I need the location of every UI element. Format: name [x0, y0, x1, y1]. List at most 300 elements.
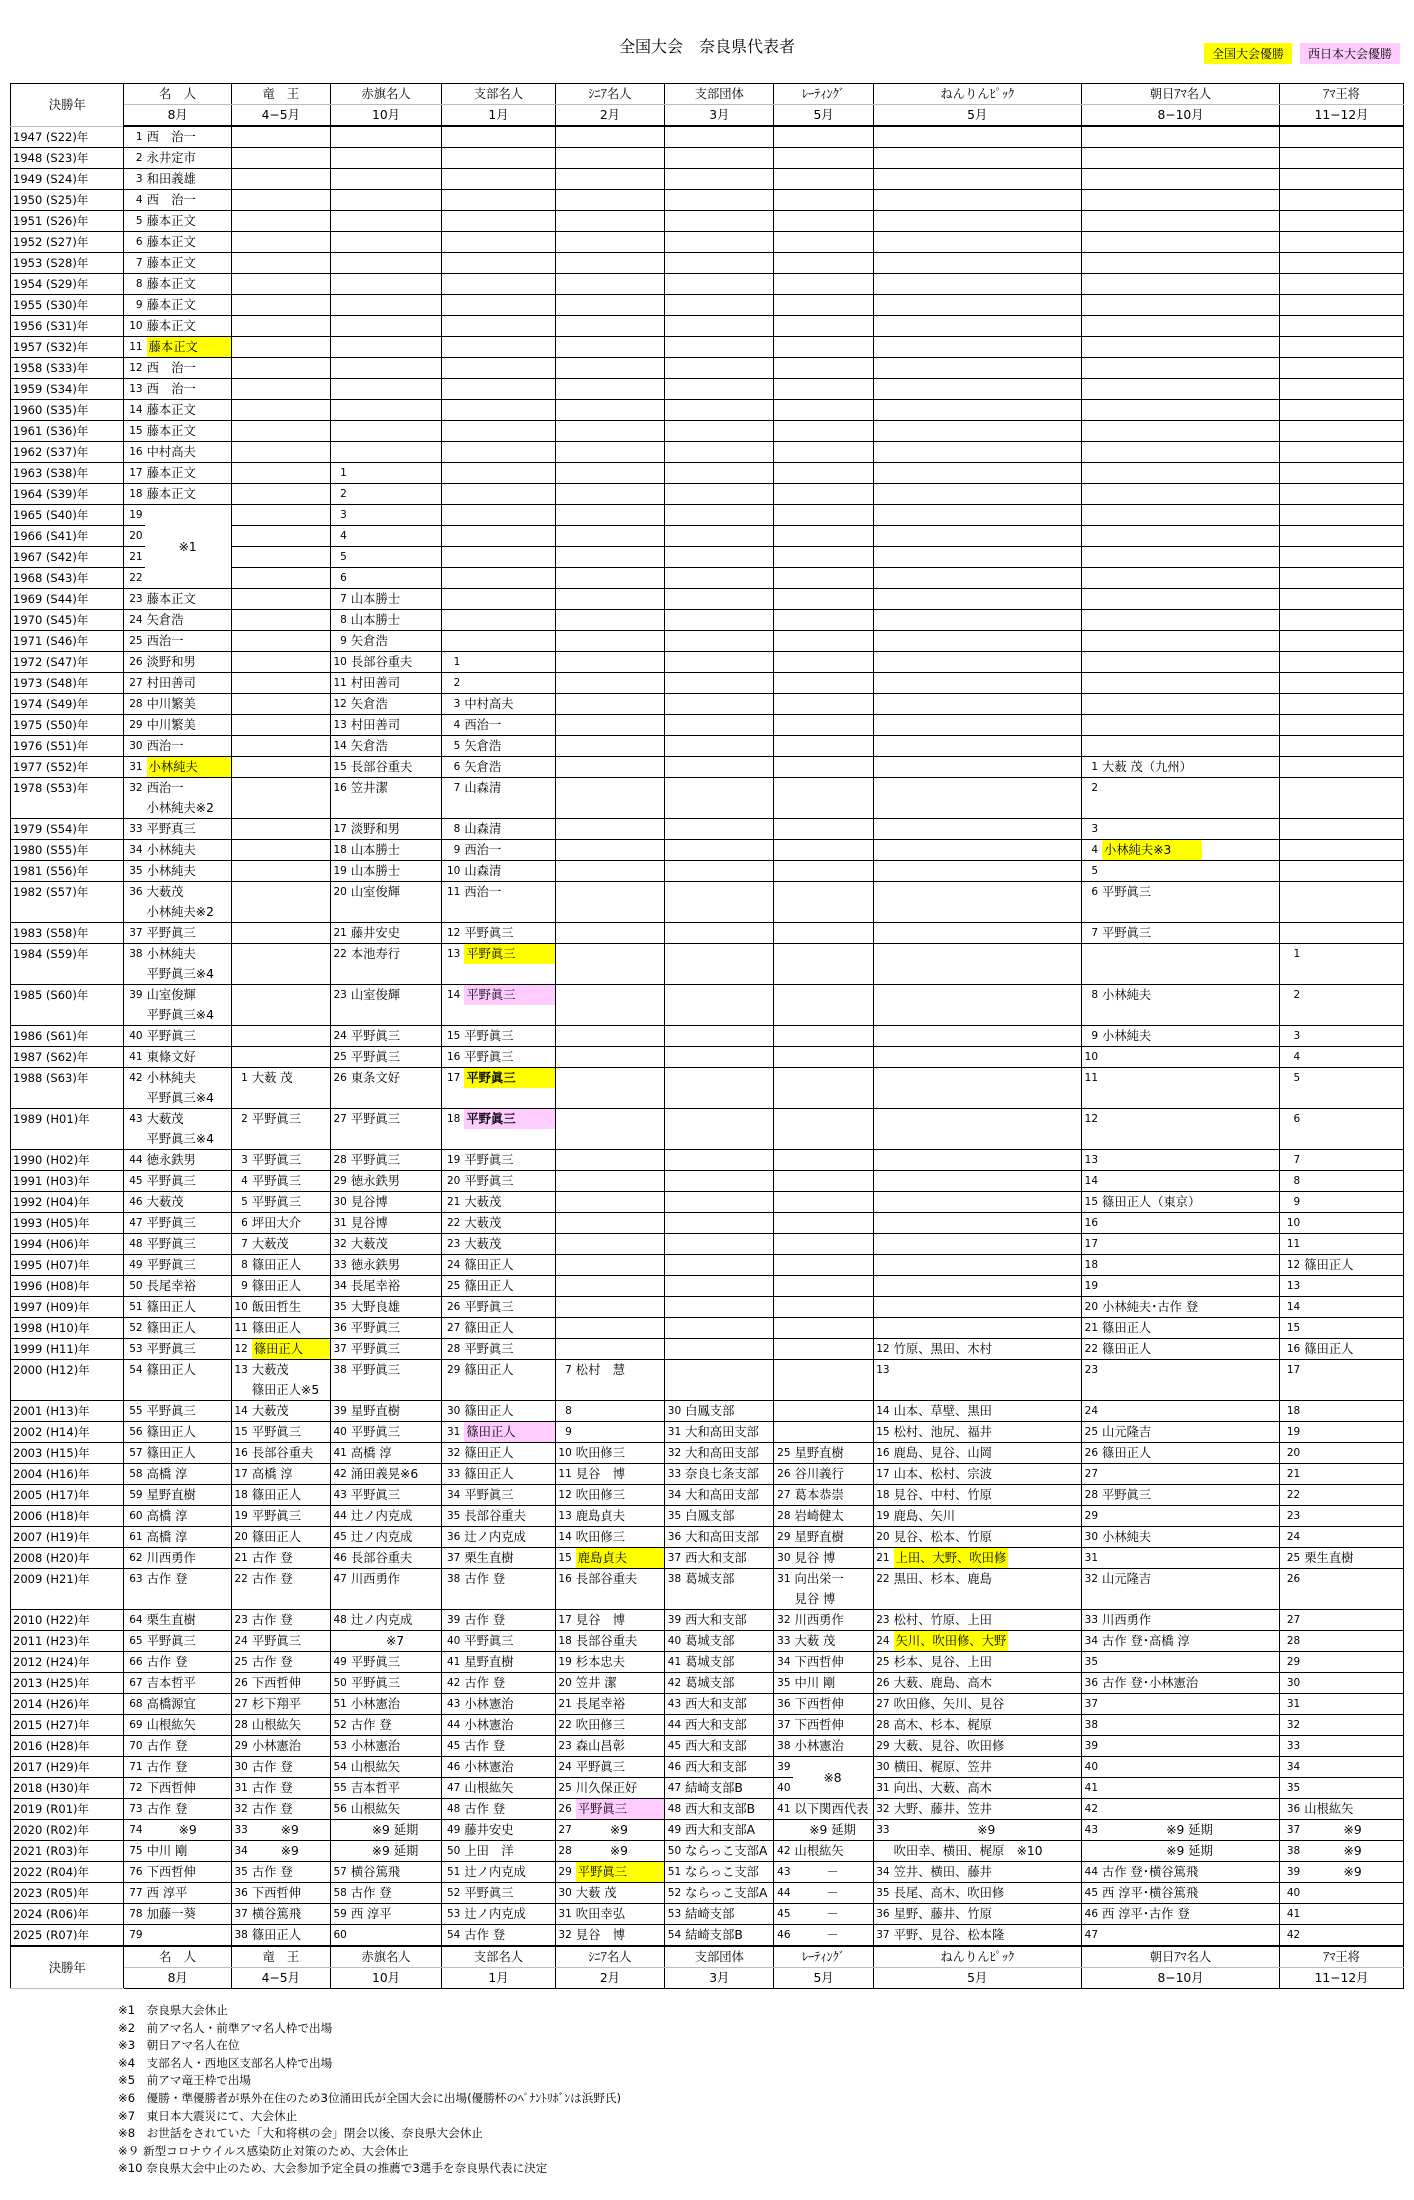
entry-number — [1280, 358, 1303, 379]
entry-value — [462, 1631, 555, 1652]
entry-number — [873, 526, 892, 547]
entry-text: 西 淳平 — [350, 1907, 392, 1921]
entry-value — [250, 1610, 330, 1631]
entry-number — [665, 757, 684, 778]
entry-value — [793, 1213, 873, 1234]
entry-value — [683, 1234, 774, 1255]
entry-number — [442, 610, 463, 631]
entry-value — [683, 1925, 774, 1947]
entry-value — [1302, 253, 1403, 274]
entry-value — [1100, 1192, 1280, 1213]
entry-number: 30 — [442, 1401, 463, 1422]
entry-line: 篠田正人※5 — [251, 1383, 320, 1397]
entry-text: 平野眞三 — [350, 1655, 401, 1669]
header-year-label: 決勝年 — [11, 84, 124, 127]
entry-text: 平野眞三 — [146, 1216, 196, 1230]
entry-value — [349, 1548, 442, 1569]
table-row — [11, 169, 1404, 190]
entry-number: 26 — [1081, 1443, 1100, 1464]
entry-number — [1280, 442, 1303, 463]
entry-value — [793, 1548, 873, 1569]
entry-text: 西 淳平 — [146, 1886, 188, 1900]
entry-number: 25 — [124, 631, 145, 652]
entry-value — [683, 819, 774, 840]
entry-value — [574, 568, 665, 589]
entry-text: 小林憲治 — [464, 1697, 514, 1711]
entry-number: 35 — [873, 1883, 892, 1904]
entry-value — [892, 1318, 1082, 1339]
entry-value — [574, 1360, 665, 1401]
entry-value — [683, 1757, 774, 1778]
entry-text: 葛城支部 — [685, 1655, 735, 1669]
entry-number: 8 — [1081, 985, 1100, 1026]
table-row — [11, 253, 1404, 274]
entry-value — [250, 589, 330, 610]
entry-number: 11 — [1280, 1234, 1303, 1255]
entry-value — [250, 1862, 330, 1883]
entry-number: 55 — [330, 1778, 349, 1799]
entry-value — [574, 400, 665, 421]
entry-number — [774, 778, 793, 819]
footer-column-name: 赤旗名人 — [330, 1946, 441, 1968]
winner-highlight: 藤本正文 — [147, 337, 232, 357]
entry-number — [231, 547, 250, 568]
entry-value — [683, 1192, 774, 1213]
entry-value — [349, 944, 442, 985]
entry-value — [793, 1485, 873, 1506]
entry-number — [774, 1171, 793, 1192]
entry-value — [250, 736, 330, 757]
entry-number — [442, 589, 463, 610]
entry-number: 9 — [442, 840, 463, 861]
entry-text: 東條文好 — [146, 1050, 196, 1064]
entry-number — [873, 1255, 892, 1276]
entry-value — [1100, 1548, 1280, 1569]
entry-number — [1280, 819, 1303, 840]
entry-number — [873, 463, 892, 484]
entry-number: 18 — [442, 1109, 463, 1150]
entry-number: 46 — [774, 1925, 793, 1947]
entry-text: 平野眞三 — [575, 1760, 625, 1774]
entry-text: 下西哲伸 — [146, 1781, 196, 1795]
entry-number: 38 — [1081, 1715, 1100, 1736]
entry-value — [250, 1631, 330, 1652]
entry-value — [1302, 1318, 1403, 1339]
entry-text: 小林憲治 — [464, 1760, 514, 1774]
entry-number: 6 — [330, 568, 349, 589]
span-note: ※8 — [823, 1770, 842, 1785]
entry-value — [1302, 1255, 1403, 1276]
entry-value — [892, 526, 1082, 547]
entry-text: 大和高田支部 — [685, 1425, 759, 1439]
entry-value — [250, 1047, 330, 1068]
entry-value — [462, 840, 555, 861]
entry-text: 高橋 淳 — [146, 1509, 188, 1523]
entry-value — [574, 148, 665, 169]
entry-number — [1081, 736, 1100, 757]
entry-value — [1100, 1631, 1280, 1652]
entry-number — [555, 1297, 574, 1318]
entry-value — [793, 421, 873, 442]
entry-value — [462, 1443, 555, 1464]
entry-value — [145, 1778, 232, 1799]
entry-number: 39 — [330, 1401, 349, 1422]
table-row — [11, 148, 1404, 169]
entry-text: 星野直樹 — [464, 1655, 514, 1669]
entry-number: 20 — [231, 1527, 250, 1548]
footer-column-name: ﾚｰﾃｨﾝｸﾞ — [774, 1946, 873, 1968]
entry-value — [793, 1171, 873, 1192]
entry-number: 21 — [555, 1694, 574, 1715]
entry-value — [1302, 1297, 1403, 1318]
table-row — [11, 610, 1404, 631]
entry-number — [231, 484, 250, 505]
entry-number — [1280, 316, 1303, 337]
entry-value — [683, 316, 774, 337]
entry-value — [683, 1485, 774, 1506]
entry-text: 葛城支部 — [685, 1676, 735, 1690]
entry-number — [442, 337, 463, 358]
entry-number — [555, 1234, 574, 1255]
entry-line: 小林純夫※2 — [146, 905, 214, 919]
entry-number — [665, 944, 684, 985]
entry-number — [873, 652, 892, 673]
entry-value — [793, 1401, 873, 1422]
entry-value — [462, 1757, 555, 1778]
entry-value — [793, 379, 873, 400]
entry-number: 1 — [442, 652, 463, 673]
entry-text: 見谷、中村、竹原 — [893, 1488, 992, 1502]
entry-value — [349, 1276, 442, 1297]
entry-number: 19 — [555, 1652, 574, 1673]
entry-number — [555, 1192, 574, 1213]
entry-value — [574, 1026, 665, 1047]
entry-number — [774, 1150, 793, 1171]
entry-value — [349, 1443, 442, 1464]
entry-value — [1100, 274, 1280, 295]
entry-number — [555, 274, 574, 295]
table-row — [11, 673, 1404, 694]
entry-value — [349, 1778, 442, 1799]
table-row — [11, 1736, 1404, 1757]
entry-text — [252, 1339, 328, 1359]
entry-value — [683, 610, 774, 631]
entry-value — [250, 1527, 330, 1548]
entry-number: 24 — [231, 1631, 250, 1652]
entry-value — [349, 1694, 442, 1715]
year-cell: 1971 (S46)年 — [11, 631, 124, 652]
entry-number — [774, 861, 793, 882]
entry-value — [793, 944, 873, 985]
entry-text: 下西哲伸 — [794, 1655, 844, 1669]
entry-number: 15 — [873, 1422, 892, 1443]
entry-number — [1280, 882, 1303, 923]
entry-value — [683, 1150, 774, 1171]
entry-number — [774, 1276, 793, 1297]
entry-number — [774, 505, 793, 526]
entry-value — [145, 1109, 232, 1150]
entry-value — [462, 1820, 555, 1841]
table-row — [11, 484, 1404, 505]
entry-value — [462, 1422, 555, 1443]
entry-number: 62 — [124, 1548, 145, 1569]
entry-text: 篠田正人 — [464, 1258, 514, 1272]
entry-number: 49 — [330, 1652, 349, 1673]
entry-text: ※9 延期 — [1166, 1844, 1213, 1858]
entry-value — [1100, 1276, 1280, 1297]
table-row — [11, 1841, 1404, 1862]
entry-number: 32 — [555, 1925, 574, 1947]
entry-number: 12 — [330, 694, 349, 715]
entry-number — [774, 1318, 793, 1339]
entry-value — [892, 652, 1082, 673]
entry-text: 藤本正文 — [146, 235, 196, 249]
footer-header-names — [11, 1946, 1404, 1968]
entry-number: 29 — [1280, 1652, 1303, 1673]
header-column-month: 10月 — [330, 105, 441, 127]
entry-text: ならっこ支部 — [685, 1865, 759, 1879]
entry-number: 40 — [1280, 1883, 1303, 1904]
entry-number: 51 — [442, 1862, 463, 1883]
entry-number: 38 — [442, 1569, 463, 1610]
entry-value — [1100, 1171, 1280, 1192]
entry-value — [892, 610, 1082, 631]
entry-value — [250, 316, 330, 337]
entry-number: 50 — [124, 1276, 145, 1297]
entry-value — [1100, 840, 1280, 861]
entry-text: 矢倉浩 — [350, 739, 388, 753]
header-column-name: 支部名人 — [442, 84, 556, 105]
entry-value — [793, 610, 873, 631]
entry-text: 平野眞三 — [146, 1237, 196, 1251]
entry-value — [250, 840, 330, 861]
entry-number — [774, 736, 793, 757]
year-cell: 1954 (S29)年 — [11, 274, 124, 295]
table-row — [11, 1422, 1404, 1443]
entry-number: 22 — [124, 568, 145, 589]
entry-value — [574, 1925, 665, 1947]
entry-number — [873, 1276, 892, 1297]
entry-value — [250, 1925, 330, 1947]
entry-value — [1100, 1673, 1280, 1694]
entry-number: 34 — [1081, 1631, 1100, 1652]
year-cell: 2002 (H14)年 — [11, 1422, 124, 1443]
entry-number: 37 — [1081, 1694, 1100, 1715]
entry-number: 54 — [124, 1360, 145, 1401]
entry-number — [555, 1318, 574, 1339]
entry-value — [145, 379, 232, 400]
entry-value — [1100, 1883, 1280, 1904]
entry-number: 30 — [1081, 1527, 1100, 1548]
entry-text: 川西勇作 — [794, 1613, 844, 1627]
entry-value — [462, 1548, 555, 1569]
entry-text: 高橋源宜 — [146, 1697, 196, 1711]
entry-value — [683, 232, 774, 253]
entry-text: 見谷 博 — [575, 1613, 625, 1627]
entry-value — [349, 589, 442, 610]
entry-value — [793, 1047, 873, 1068]
entry-number — [873, 169, 892, 190]
winner-highlight: 小林純夫 — [147, 757, 232, 777]
entry-text — [147, 757, 229, 777]
entry-number — [873, 840, 892, 861]
entry-value — [1302, 944, 1403, 985]
entry-number: 12 — [124, 358, 145, 379]
entry-value — [250, 1694, 330, 1715]
entry-value — [1100, 1318, 1280, 1339]
entry-text: 大薮 茂（九州） — [1102, 760, 1193, 774]
entry-value — [793, 631, 873, 652]
entry-number — [442, 295, 463, 316]
entry-value — [349, 1527, 442, 1548]
entry-number: 29 — [1081, 1506, 1100, 1527]
year-cell: 1974 (S49)年 — [11, 694, 124, 715]
entry-text: 杉本忠夫 — [575, 1655, 625, 1669]
entry-value — [462, 757, 555, 778]
entry-value — [574, 1548, 665, 1569]
entry-number: 30 — [665, 1401, 684, 1422]
entry-number — [873, 673, 892, 694]
year-cell: 2003 (H15)年 — [11, 1443, 124, 1464]
header-column-month: 4−5月 — [231, 105, 330, 127]
entry-number — [1081, 673, 1100, 694]
entry-value — [349, 379, 442, 400]
table-row — [11, 211, 1404, 232]
entry-text: 古作 登 — [251, 1551, 293, 1565]
entry-text: ならっこ支部A — [685, 1844, 768, 1858]
entry-number — [665, 1150, 684, 1171]
entry-text: 西治一 — [464, 885, 502, 899]
entry-value — [683, 715, 774, 736]
entry-value — [250, 526, 330, 547]
entry-text: 藤井安史 — [350, 926, 401, 940]
entry-text: 藤本正文 — [146, 403, 196, 417]
entry-value — [892, 882, 1082, 923]
entry-number: 32 — [665, 1443, 684, 1464]
footer-column-month: 5月 — [873, 1968, 1081, 1989]
entry-value — [145, 126, 232, 148]
entry-number — [665, 1318, 684, 1339]
entry-number: 18 — [555, 1631, 574, 1652]
header-column-month: 5月 — [873, 105, 1081, 127]
entry-value — [1100, 715, 1280, 736]
entry-number — [774, 1820, 793, 1841]
entry-value — [1100, 1841, 1280, 1862]
entry-number: 25 — [774, 1443, 793, 1464]
entry-text: 川西勇作 — [146, 1551, 196, 1565]
entry-number — [442, 316, 463, 337]
entry-value — [793, 1026, 873, 1047]
entry-value — [349, 1422, 442, 1443]
entry-text: 小林純夫 — [1102, 1029, 1152, 1043]
entry-number: 31 — [665, 1422, 684, 1443]
entry-text: 西治一 — [464, 718, 502, 732]
entry-number — [873, 610, 892, 631]
header-header-names — [11, 84, 1404, 105]
entry-value — [145, 1569, 232, 1610]
entry-value — [349, 1213, 442, 1234]
entry-text: 篠田正人 — [464, 1279, 514, 1293]
entry-value — [1100, 1234, 1280, 1255]
entry-value — [462, 1862, 555, 1883]
entry-text: 篠田正人 — [146, 1321, 196, 1335]
entry-value — [892, 1234, 1082, 1255]
entry-number — [774, 631, 793, 652]
entry-value — [1302, 421, 1403, 442]
entry-value — [683, 1464, 774, 1485]
entry-line: 小林純夫 — [146, 1071, 196, 1085]
entry-number: 31 — [442, 1422, 463, 1443]
footer-column-month: 8月 — [124, 1968, 231, 1989]
entry-number — [665, 442, 684, 463]
entry-value — [145, 1422, 232, 1443]
entry-text: 平野眞三 — [350, 1425, 401, 1439]
entry-number — [231, 421, 250, 442]
entry-text: 藤井安史 — [464, 1823, 514, 1837]
entry-value — [574, 295, 665, 316]
entry-number — [231, 211, 250, 232]
entry-value — [1302, 589, 1403, 610]
entry-value — [1302, 1422, 1403, 1443]
entry-value — [574, 463, 665, 484]
entry-number — [665, 736, 684, 757]
entry-value — [145, 1652, 232, 1673]
year-cell: 2014 (H26)年 — [11, 1694, 124, 1715]
entry-value — [1100, 778, 1280, 819]
entry-text: 西治一 — [464, 843, 502, 857]
entry-number: 46 — [665, 1757, 684, 1778]
entry-text: 村田善司 — [350, 676, 401, 690]
entry-value — [683, 840, 774, 861]
entry-value — [349, 1255, 442, 1276]
entry-text: 松村、竹原、上田 — [893, 1613, 992, 1627]
entry-value — [462, 505, 555, 526]
entry-text: 葛城支部 — [685, 1572, 735, 1586]
header-column-name: ﾚｰﾃｨﾝｸﾞ — [774, 84, 873, 105]
entry-value — [1302, 1213, 1403, 1234]
entry-value — [683, 1841, 774, 1862]
entry-number: 2 — [442, 673, 463, 694]
entry-text: 奈良七条支部 — [685, 1467, 759, 1481]
entry-value — [793, 126, 873, 148]
year-cell: 1950 (S25)年 — [11, 190, 124, 211]
entry-value — [145, 484, 232, 505]
entry-number — [442, 442, 463, 463]
entry-number — [665, 882, 684, 923]
entry-number — [1081, 379, 1100, 400]
entry-text: 鹿島貞夫 — [575, 1509, 625, 1523]
entry-line: 見谷 博 — [794, 1592, 836, 1606]
entry-value — [793, 819, 873, 840]
entry-value — [892, 400, 1082, 421]
entry-number: 28 — [774, 1506, 793, 1527]
entry-value — [250, 610, 330, 631]
entry-value — [574, 253, 665, 274]
entry-value — [793, 1506, 873, 1527]
entry-text: 長部谷重夫 — [464, 1509, 526, 1523]
entry-text: 森山昌彰 — [575, 1739, 625, 1753]
entry-number — [1081, 211, 1100, 232]
entry-value — [1100, 1026, 1280, 1047]
entry-value — [250, 421, 330, 442]
entry-number — [330, 442, 349, 463]
entry-value — [683, 985, 774, 1026]
entry-value — [892, 1778, 1082, 1799]
entry-number — [665, 316, 684, 337]
entry-text: 平野眞三 — [350, 1363, 401, 1377]
table-row — [11, 944, 1404, 985]
entry-value — [1302, 1757, 1403, 1778]
